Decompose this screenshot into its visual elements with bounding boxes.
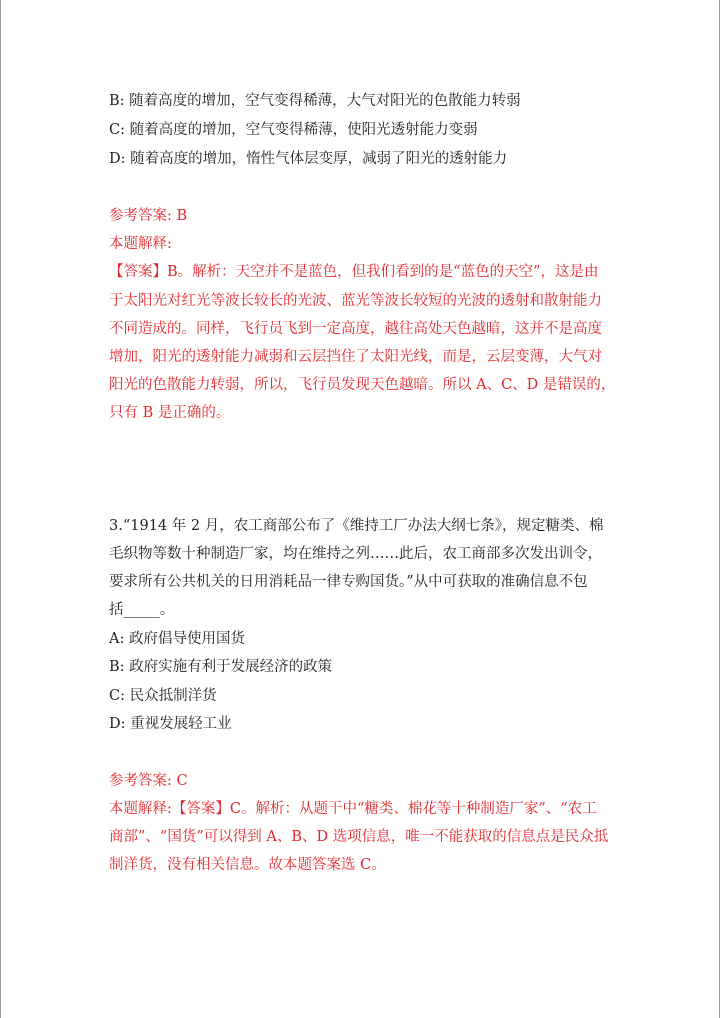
- q3-explanation-line-1: 本题解释:【答案】C。解析：从题干中“糖类、棉花等十种制造厂家”、“农工: [109, 801, 597, 817]
- q3-option-d: D: 重视发展轻工业: [109, 716, 232, 732]
- q2-explanation-line-5: 阳光的色散能力转弱，所以，飞行员发现天色越暗。所以 A、C、D 是错误的，: [109, 377, 616, 393]
- q2-option-c: C: 随着高度的增加，空气变得稀薄，使阳光透射能力变弱: [109, 122, 478, 138]
- q3-answer: 参考答案: C: [109, 773, 188, 789]
- q2-explanation-line-6: 只有 B 是正确的。: [109, 405, 231, 421]
- q3-stem-line-3: 要求所有公共机关的日用消耗品一律专购国货。”从中可获取的准确信息不包: [109, 574, 588, 590]
- q3-option-c: C: 民众抵制洋货: [109, 688, 217, 704]
- q3-stem-line-4: 括_____。: [109, 602, 175, 618]
- q3-option-b: B: 政府实施有利于发展经济的政策: [109, 659, 333, 675]
- q2-explanation-line-3: 不同造成的。同样，飞行员飞到一定高度，越往高处天色越暗，这并不是高度: [109, 321, 602, 337]
- q2-option-d: D: 随着高度的增加，惰性气体层变厚，减弱了阳光的透射能力: [109, 151, 508, 167]
- q2-explanation-label: 本题解释:: [109, 236, 172, 252]
- q2-option-b: B: 随着高度的增加，空气变得稀薄，大气对阳光的色散能力转弱: [109, 93, 521, 109]
- q2-explanation-line-2: 于太阳光对红光等波长较长的光波、蓝光等波长较短的光波的透射和散射能力: [109, 293, 602, 309]
- q3-stem-line-2: 毛织物等数十种制造厂家，均在维持之列……此后，农工商部多次发出训令，: [109, 546, 602, 562]
- q2-answer: 参考答案: B: [109, 208, 188, 224]
- q2-explanation-line-1: 【答案】B。解析：天空并不是蓝色，但我们看到的是“蓝色的天空”，这是由: [109, 264, 599, 280]
- q2-explanation-line-4: 增加，阳光的透射能力减弱和云层挡住了太阳光线，而是，云层变薄，大气对: [109, 349, 602, 365]
- q3-option-a: A: 政府倡导使用国货: [109, 631, 245, 647]
- q3-explanation-line-3: 制洋货，没有相关信息。故本题答案选 C。: [109, 857, 386, 873]
- q3-stem-line-1: 3.“1914 年 2 月，农工商部公布了《维持工厂办法大纲七条》，规定糖类、棉: [109, 518, 604, 534]
- q3-explanation-line-2: 商部”、“国货”可以得到 A、B、D 选项信息，唯一不能获取的信息点是民众抵: [109, 829, 609, 845]
